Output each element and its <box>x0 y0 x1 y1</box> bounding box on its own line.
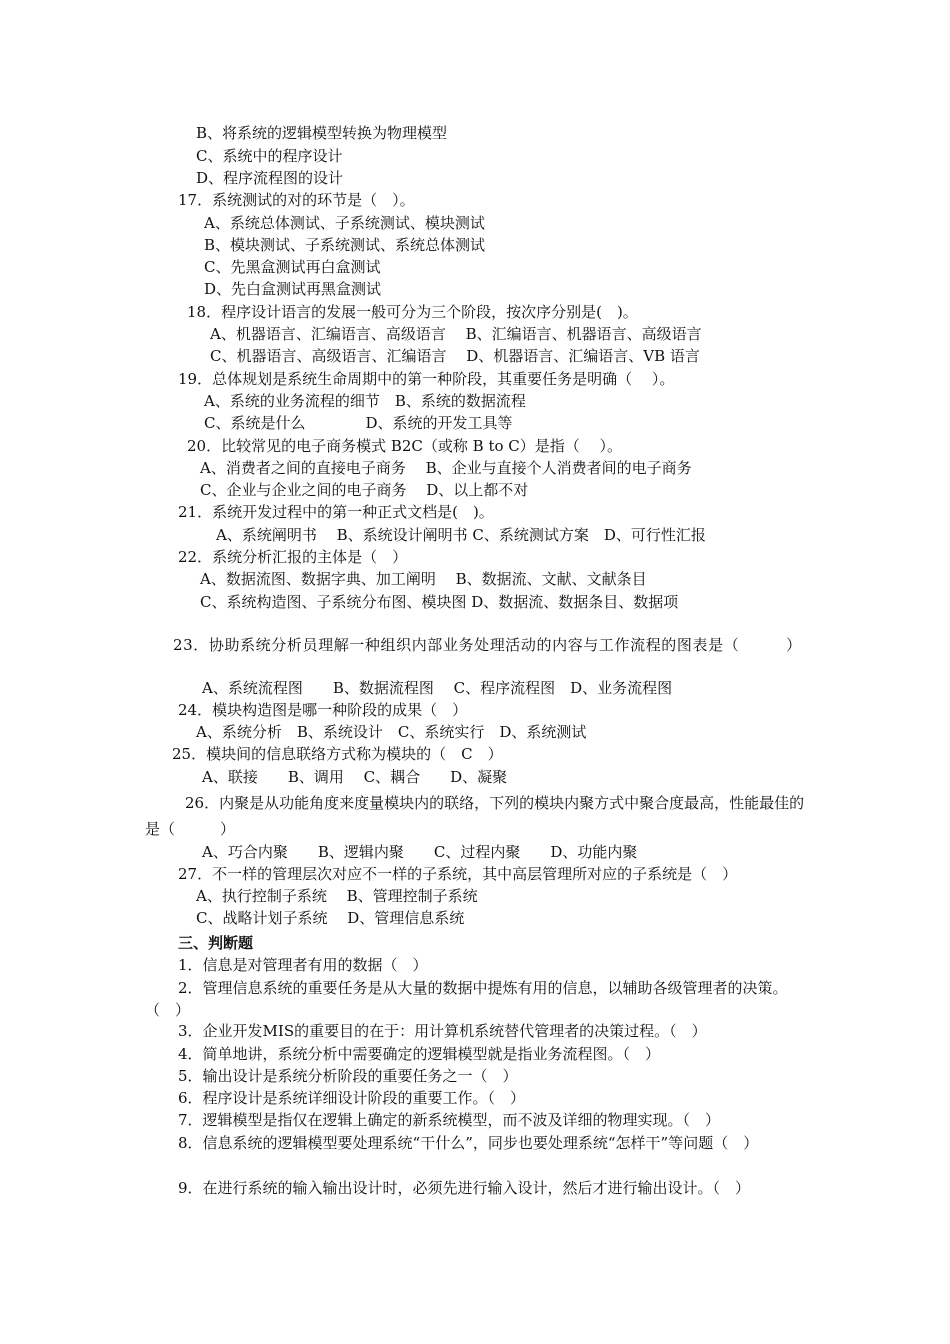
q20-stem: 20．比较常见的电子商务模式 B2C（或称 B to C）是指（ ）。 <box>187 437 623 455</box>
q24-options: A、系统分析 B、系统设计 C、系统实行 D、系统测试 <box>196 723 587 741</box>
q22-options-ab: A、数据流图、数据字典、加工阐明 B、数据流、文献、文献条目 <box>200 570 647 588</box>
q18-options-ab: A、机器语言、汇编语言、高级语言 B、汇编语言、机器语言、高级语言 <box>210 325 702 343</box>
q23-options: A、系统流程图 B、数据流程图 C、程序流程图 D、业务流程图 <box>202 679 673 697</box>
q24-stem: 24．模块构造图是哪一种阶段的成果（ ） <box>178 701 468 719</box>
q22-options-cd: C、系统构造图、子系统分布图、模块图 D、数据流、数据条目、数据项 <box>200 593 679 611</box>
q23-stem: 23．协助系统分析员理解一种组织内部业务处理活动的内容与工作流程的图表是（ ） <box>173 636 802 654</box>
q27-options-ab: A、执行控制子系统 B、管理控制子系统 <box>196 887 478 905</box>
q19-options-ab: A、系统的业务流程的细节 B、系统的数据流程 <box>204 392 526 410</box>
q20-options-cd: C、企业与企业之间的电子商务 D、以上都不对 <box>200 481 529 499</box>
q18-stem: 18．程序设计语言的发展一般可分为三个阶段，按次序分别是( )。 <box>187 303 638 321</box>
tf-item-1: 1．信息是对管理者有用的数据（ ） <box>178 956 428 974</box>
q20-options-ab: A、消费者之间的直接电子商务 B、企业与直接个人消费者间的电子商务 <box>200 459 692 477</box>
tf-item-8: 8．信息系统的逻辑模型要处理系统“干什么”，同步也要处理系统“怎样干”等问题（ ） <box>178 1134 759 1152</box>
tf-item-2: 2．管理信息系统的重要任务是从大量的数据中提炼有用的信息，以辅助各级管理者的决策。（ ） <box>145 979 788 1019</box>
q27-stem: 27．不一样的管理层次对应不一样的子系统，其中高层管理所对应的子系统是（ ） <box>178 865 738 883</box>
tf-item-4: 4．简单地讲，系统分析中需要确定的逻辑模型就是指业务流程图。（ ） <box>178 1045 661 1063</box>
tf-item-6: 6．程序设计是系统详细设计阶段的重要工作。（ ） <box>178 1089 526 1107</box>
q27-options-cd: C、战略计划子系统 D、管理信息系统 <box>196 909 465 927</box>
q26-options: A、巧合内聚 B、逻辑内聚 C、过程内聚 D、功能内聚 <box>202 843 638 861</box>
q16-option-c: C、系统中的程序设计 <box>196 147 343 165</box>
section-title-true-false: 三、判断题 <box>178 934 254 952</box>
q21-stem: 21．系统开发过程中的第一种正式文档是( )。 <box>178 503 494 521</box>
tf-item-5: 5．输出设计是系统分析阶段的重要任务之一（ ） <box>178 1067 518 1085</box>
q17-option-b: B、模块测试、子系统测试、系统总体测试 <box>204 236 486 254</box>
q18-options-cd: C、机器语言、高级语言、汇编语言 D、机器语言、汇编语言、VB 语言 <box>210 347 700 365</box>
q26-stem: 26．内聚是从功能角度来度量模块内的联络，下列的模块内聚方式中聚合度最高，性能最佳的是（ ） <box>145 794 805 838</box>
q21-options: A、系统阐明书 B、系统设计阐明书 C、系统测试方案 D、可行性汇报 <box>216 526 706 544</box>
q17-option-a: A、系统总体测试、子系统测试、模块测试 <box>204 214 485 232</box>
tf-item-7: 7．逻辑模型是指仅在逻辑上确定的新系统模型，而不波及详细的物理实现。（ ） <box>178 1111 721 1129</box>
tf-item-9: 9．在进行系统的输入输出设计时，必须先进行输入设计，然后才进行输出设计。（ ） <box>178 1179 751 1197</box>
tf-item-3: 3．企业开发MIS的重要目的在于：用计算机系统替代管理者的决策过程。（ ） <box>178 1022 707 1040</box>
q25-stem: 25．模块间的信息联络方式称为模块的（ C ） <box>172 745 503 763</box>
q17-stem: 17．系统测试的对的环节是（ ）。 <box>178 191 415 209</box>
q16-option-b: B、将系统的逻辑模型转换为物理模型 <box>196 124 448 142</box>
q17-option-d: D、先白盒测试再黑盒测试 <box>204 280 382 298</box>
q19-stem: 19．总体规划是系统生命周期中的第一种阶段，其重要任务是明确（ ）。 <box>178 370 675 388</box>
q19-options-cd: C、系统是什么 D、系统的开发工具等 <box>204 414 513 432</box>
q22-stem: 22．系统分析汇报的主体是（ ） <box>178 548 408 566</box>
q17-option-c: C、先黑盒测试再白盒测试 <box>204 258 381 276</box>
q25-options: A、联接 B、调用 C、耦合 D、凝聚 <box>202 768 508 786</box>
q16-option-d: D、程序流程图的设计 <box>196 169 344 187</box>
